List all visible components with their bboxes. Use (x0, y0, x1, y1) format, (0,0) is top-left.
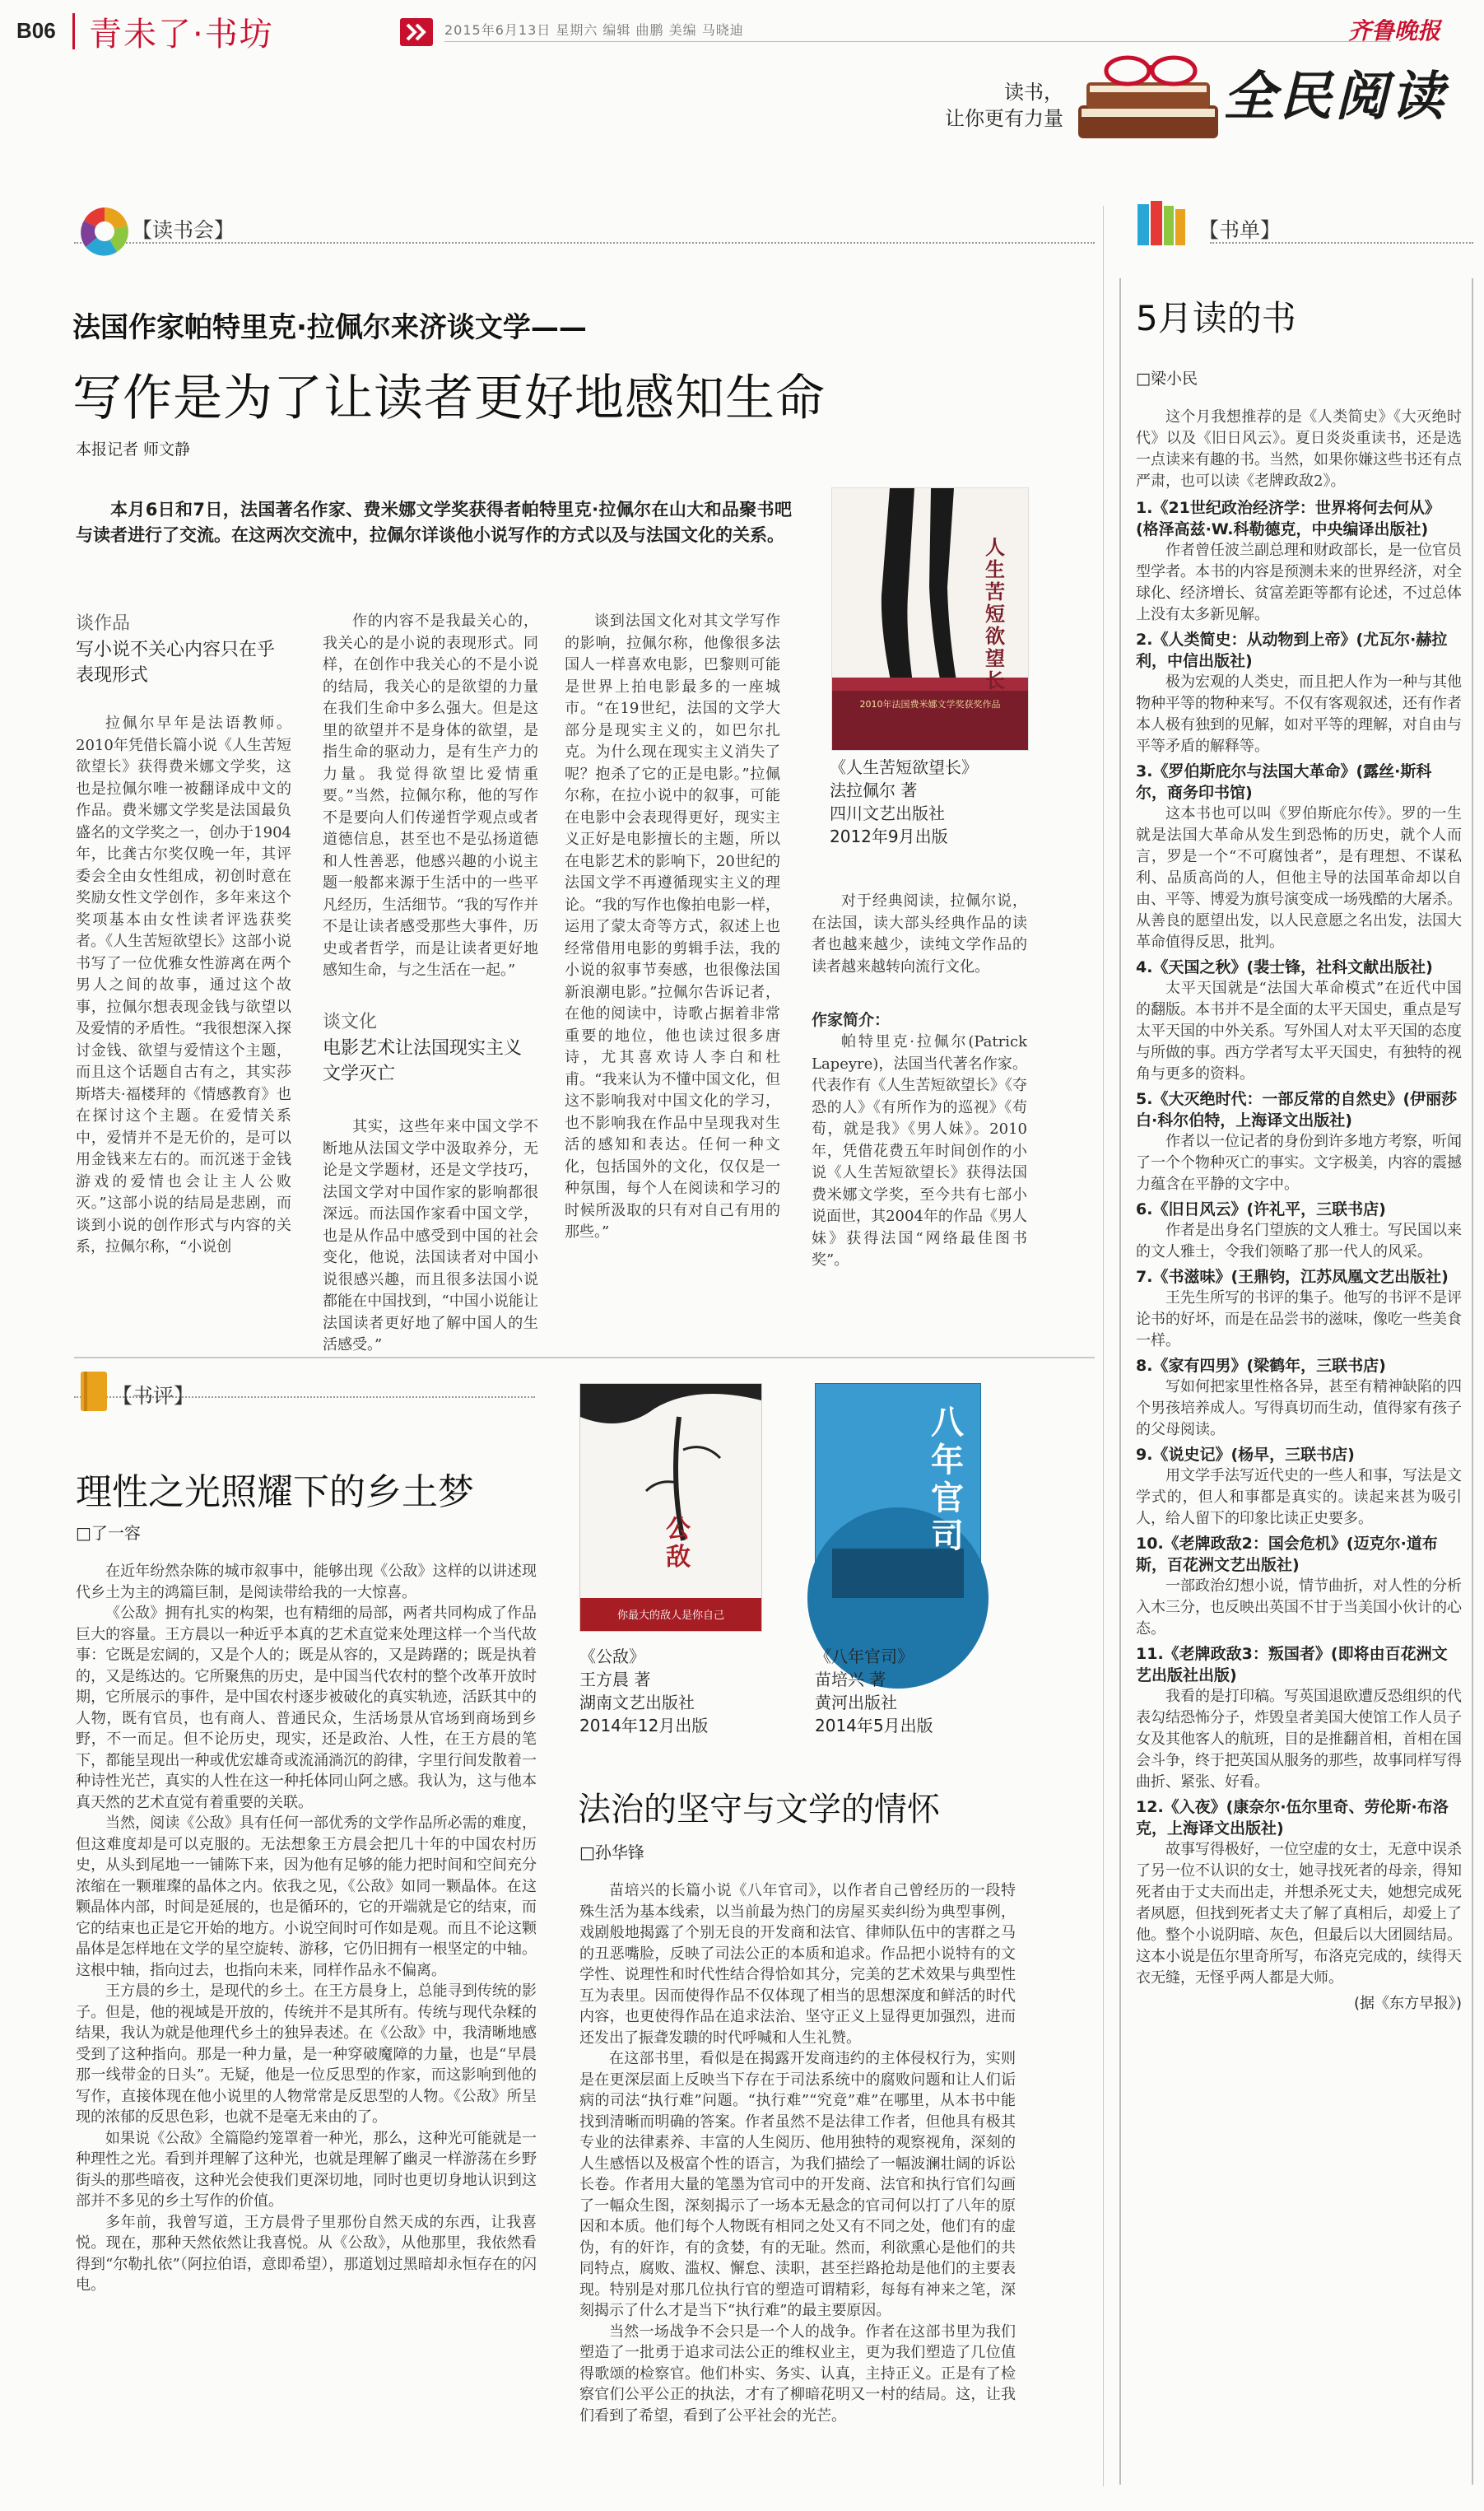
section-title: 青未了·书坊 (89, 16, 274, 54)
booklist-item-desc: 太平天国就是“法国大革命模式”在近代中国的翻版。本书并不是全面的太平天国史，重点是写太平天国的中外关系。写外国人对太平天国的态度与所做的事。西方学者写太平天国史，有独特的视角与更多的资料。 (1136, 980, 1462, 1083)
booklist-item-title: 4.《天国之秋》(裴士锋，社科文献出版社) (1136, 958, 1433, 976)
review1-para: 如果说《公敌》全篇隐约笼罩着一种光，那么，这种光可能就是一种理性之光。看到并理解了这种光，也就是理解了幽灵一样游荡在乡野街头的那些暗夜，这种光会使我们更深切地，同时也更切身地认识到这部并不多见的乡土写作的价值。 (76, 2129, 537, 2210)
feature-col-4 (812, 891, 1027, 978)
gongdi-cover (579, 1383, 762, 1632)
feature-col-1 (76, 713, 291, 1339)
books-glasses-illustration (1070, 48, 1226, 147)
booklist-item-title: 3.《罗伯斯庇尔与法国大革命》(露丝·斯科尔，商务印书馆) (1136, 762, 1432, 802)
banian-caption (815, 1645, 1021, 1737)
right-column-divider (1103, 206, 1104, 2486)
feature-kicker: 法国作家帕特里克·拉佩尔来济谈文学—— (72, 311, 587, 344)
banian-caption-author: 苗培兴 著 (815, 1670, 886, 1689)
booklist-item-desc: 我看的是打印稿。写英国退欧遭反恐组织的代表勾结恐怖分子，炸毁皇者美国大使馆工作人员子女及其他客人的航班，目的是推翻首相，首相在国会斗争，终于把英国从服务的那些，故事同样写得曲折、紧张、好看。 (1136, 1688, 1462, 1791)
booklist-item-title: 7.《书滋味》(王鼎钧，江苏凤凰文艺出版社) (1136, 1268, 1449, 1286)
subhead-1: 写小说不关心内容只在乎表现形式 (76, 640, 276, 686)
feature-col-4-text: 对于经典阅读，拉佩尔说，在法国，读大部头经典作品的读者也越来越少，读纯文学作品的读者越来越转向流行文化。 (812, 892, 1027, 976)
book-caption-date: 2012年9月出版 (830, 827, 948, 846)
gongdi-cover-title: 公敌 (666, 1515, 691, 1572)
gongdi-caption-title: 《公敌》 (579, 1647, 645, 1666)
feature-col-3 (565, 611, 780, 1339)
gongdi-caption-publisher: 湖南文艺出版社 (579, 1693, 695, 1712)
review1-para: 在近年纷然杂陈的城市叙事中，能够出现《公敌》这样的以讲述现代乡土为主的鸿篇巨制，是阅读带给我的一大惊喜。 (76, 1563, 537, 1601)
reading-club-tag: 【读书会】 (132, 218, 235, 242)
author-intro (812, 1009, 1027, 1336)
booklist-item (1136, 761, 1462, 953)
booklist-item-title: 1.《21世纪政治经济学：世界将何去何从》(格泽高兹·W.科勒德克，中央编译出版社) (1136, 499, 1440, 538)
booklist-item (1136, 1088, 1462, 1195)
review1-headline: 理性之光照耀下的乡土梦 (76, 1471, 474, 1513)
book-cover-image (831, 487, 1029, 751)
author-intro-label: 作家简介： (812, 1011, 891, 1029)
right-column-frame-right (1472, 278, 1473, 2485)
banian-caption-publisher: 黄河出版社 (815, 1693, 897, 1712)
books-icon (1134, 198, 1200, 247)
booklist-title: 5月读的书 (1136, 298, 1296, 338)
feature-col-3-text: 谈到法国文化对其文学写作的影响，拉佩尔称，他像很多法国人一样喜欢电影，巴黎则可能是世界上拍电影最多的一座城市。“在19世纪，法国的文学大部分是现实主义的，如巴尔扎克。为什么现在现实主义消失了呢？抱杀了它的正是电影。”拉佩尔称，在拉小说中的叙事，可能在电影中会表现得更好，现实主义正好是电影擅长的主题，所以在电影艺术的影响下，20世纪的法国文学不再遵循现实主义的理论。“我的写作也像拍电影一样，运用了蒙太奇等方式，叙述上也经常借用电影的剪辑手法，我的小说的叙事节奏感，也很像法国新浪潮电影。”拉佩尔告诉记者，在他的阅读中，诗歌占据着非常重要的地位，他也读过很多唐诗，尤其喜欢诗人李白和杜甫。“我来认为不懂中国文化，但这不影响我对中国文化的学习，也不影响我在作品中呈现我对生活的感知和表达。任何一种文化，包括国外的文化，仅仅是一种氛围，每个人在阅读和学习的时候所汲取的只有对自己有用的那些。” (565, 613, 780, 1241)
book-caption-author: 法拉佩尔 著 (830, 780, 918, 800)
booklist-intro (1136, 407, 1462, 492)
review2-para: 当然一场战争不会只是一个人的战争。作者在这部书里为我们塑造了一批勇于追求司法公正的维权业主，更为我们塑造了几位值得歌颂的检察官。他们朴实、务实、认真，主持正义。正是有了检察官们公平公正的执法，才有了柳暗花明又一村的结局。这，让我们看到了希望，看到了公平社会的光芒。 (579, 2322, 1016, 2425)
review1-para: 多年前，我曾写道，王方晨骨子里那份自然天成的东西，让我喜悦。现在，那种天然依然让我喜悦。从《公敌》，从他那里，我依然看得到“尔勒扎依”（阿拉伯语，意即希望），那道划过黑暗却永恒存在的闪电。 (76, 2213, 537, 2294)
booklist-item (1136, 1796, 1462, 1989)
booklist-item-title: 12.《入夜》(康奈尔·伍尔里奇、劳伦斯·布洛克，上海译文出版社) (1136, 1798, 1449, 1838)
feature-headline: 写作是为了让读者更好地感知生命 (72, 370, 826, 427)
author-intro-body (812, 1032, 1027, 1336)
booklist-item-title: 5.《大灭绝时代：一部反常的自然史》(伊丽莎白·科尔伯特，上海译文出版社) (1136, 1090, 1458, 1130)
booklist-item-desc: 一部政治幻想小说，情节曲折，对人性的分析入木三分，也反映出英国不甘于当美国小伙计的心态。 (1136, 1577, 1462, 1638)
booklist-item-title: 8.《家有四男》(梁鹤年，三联书店) (1136, 1357, 1386, 1375)
feature-byline: 本报记者 师文静 (76, 440, 191, 459)
cover-title: 人生苦短欲望长 (985, 535, 1005, 692)
booklist-item-title: 10.《老牌政敌2：国会危机》(迈克尔·道布斯，百花洲文艺出版社) (1136, 1535, 1438, 1574)
gongdi-caption (579, 1645, 785, 1737)
booklist-item-title: 11.《老牌政敌3：叛国者》(即将由百花洲文艺出版社出版) (1136, 1645, 1448, 1684)
booklist-item-desc: 这本书也可以叫《罗伯斯庇尔传》。罗的一生就是法国大革命从发生到恐怖的历史，就个人而言，罗是一个“不可腐蚀者”，是有理想、不谋私利、品质高尚的人，但他主导的法国革命却以自由、平等、博爱为旗号演变成一场残酷的大屠杀。从善良的愿望出发，以人民意愿之名出发，法国大革命值得反思，批判。 (1136, 805, 1462, 951)
camera-aperture-icon (76, 203, 133, 260)
banian-caption-date: 2014年5月出版 (815, 1716, 933, 1735)
slogan-line-1: 读书， (1004, 81, 1063, 104)
feature-col-2b (323, 1116, 538, 1353)
review1-body (76, 1561, 537, 2475)
book-caption-title: 《人生苦短欲望长》 (830, 757, 978, 777)
paper-logo: 齐鲁晚报 (1348, 17, 1441, 44)
booklist-item (1136, 1643, 1462, 1793)
booklist-items (1136, 497, 1462, 1989)
review1-para: 《公敌》拥有扎实的构架，也有精细的局部，两者共同构成了作品巨大的容量。王方晨以一种近乎本真的艺术直觉来处理这样一个当代故事：它既是宏阔的，又是个人的；既是从容的，又是踌躇的；既是执着的，又是练达的。它所聚焦的历史，是中国当代农村的整个改革开放时期，它所展示的事件，是中国农村逐步被破化的真实轨迹，活跃其中的人物，既有官员，也有商人、普通民众，生活场景从官场到商场到乡野，不一而足。但不论历史，现实，还是政治、人性，在王方晨的笔下，都能呈现出一种或优宏雄奇或流涌淌沉的韵律，字里行间发散着一种诗性光芒，真实的人性在这一种托体同山阿之感。我认为，这与他本真天然的艺术直觉有着重要的关联。 (76, 1605, 537, 1811)
subhead-2: 电影艺术让法国现实主义文学灭亡 (323, 1038, 523, 1084)
gongdi-cover-tag: 你最大的敌人是你自己 (616, 1610, 724, 1622)
review2-author: □孙华锋 (579, 1842, 644, 1862)
booklist-source: (据《东方早报》) (1353, 1995, 1462, 2012)
review2-para: 苗培兴的长篇小说《八年官司》，以作者自己曾经历的一段特殊生活为基本线索，以当前最为热门的房屋买卖纠纷为典型事例，戏剧般地揭露了个别无良的开发商和法官、律师队伍中的害群之马的丑恶嘴脸，反映了司法公正的本质和追求。作品把小说特有的文学性、说理性和时代性结合得恰如其分，完美的艺术效果与典型性互为表里。因而使得作品不仅体现了相当的思想深度和鲜活的时代内容，也更使得作品在追求法治、坚守正义上显得更加强烈，进而还发出了振聋发聩的时代呼喊和人生礼赞。 (579, 1882, 1016, 2047)
book-icon (79, 1370, 109, 1413)
booklist-item (1136, 1355, 1462, 1441)
review2-para: 在这部书里，看似是在揭露开发商违约的主体侵权行为，实则是在更深层面上反映当下存在于司法系统中的腐败问题和让人们诟病的司法“执行难”问题。“执行难”“究竟”难”在哪里，从本书中能找到清晰而明确的答案。作者虽然不是法律工作者，但他具有极其专业的法律素养、丰富的人生阅历、他用独特的观察视角，深刻的人生感悟以及极富个性的语言，为我们描绘了一幅波澜壮阔的诉讼长卷。作者用大量的笔墨为官司中的开发商、法官和执行官们勾画了一幅众生图，深刻揭示了一场本无悬念的官司何以打了八年的原因和本质。他们每个人物既有相同之处又有不同之处，他们有的虚伪，有的奸诈，有的贪婪，有的无耻。然而，利欲熏心是他们的共同特点，腐败、滥权、懈怠、渎职，甚至拦路抢劫是他们的主要表现。特别是对那几位执行官的塑造可谓精彩，每每有神来之笔，深刻揭示了什么才是当下“执行难”的最主要原因。 (579, 2050, 1016, 2319)
subhead-2-label: 谈文化 (323, 1012, 378, 1032)
booklist-item-desc: 作者曾任波兰副总理和财政部长，是一位官员型学者。本书的内容是预测未来的世界经济，对全球化、经济增长、贫富差距等都有论述，不过总体上没有太多新见解。 (1136, 542, 1462, 623)
subhead-1-label: 谈作品 (76, 613, 131, 634)
author-intro-text: 帕特里克·拉佩尔(Patrick Lapeyre)，法国当代著名作家。代表作有《人生苦短欲望长》《夺恐的人》《有所作为的巡视》《苟荀，就是我》《男人妹》。2010年，凭借花费五年时间创作的小说《人生苦短欲望长》获得法国费米娜文学奖，至今共有七部小说面世，其2004年的作品《男人妹》获得法国“网络最佳图书奖”。 (812, 1033, 1027, 1269)
booklist-item-desc: 用文学手法写近代史的一些人和事，写法是文学式的，但人和事都是真实的。读起来甚为吸引人，给人留下的印象比读正史要多。 (1136, 1467, 1462, 1527)
feature-col-2 (323, 611, 538, 998)
issue-meta: 2015年6月13日 星期六 编辑 曲鹏 美编 马晓迪 (444, 22, 744, 38)
booklist-author: □梁小民 (1136, 370, 1198, 388)
banian-cover (815, 1383, 981, 1607)
booklist-item-title: 6.《旧日风云》(许礼平，三联书店) (1136, 1200, 1386, 1218)
book-caption (830, 756, 1035, 848)
book-caption-publisher: 四川文艺出版社 (830, 804, 945, 823)
booklist-item (1136, 957, 1462, 1085)
review1-author: □了一容 (76, 1523, 141, 1543)
booklist-item-title: 9.《说史记》(杨早，三联书店) (1136, 1446, 1355, 1464)
page-number: B06 (16, 18, 56, 43)
booklist-item-desc: 写如何把家里性格各异，甚至有精神缺陷的四个男孩培养成人。写得真切而生动，值得家有孩子的父母阅读。 (1136, 1378, 1462, 1438)
booklist-item-desc: 作者是出身名门望族的文人雅士。写民国以来的文人雅士，令我们领略了那一代人的风采。 (1136, 1222, 1462, 1260)
booklist-item (1136, 629, 1462, 757)
slogan (945, 79, 1063, 132)
booklist-item-title: 2.《人类简史：从动物到上帝》(尤瓦尔·赫拉利，中信出版社) (1136, 631, 1448, 670)
feature-col-2b-text: 其实，这些年来中国文学不断地从法国文学中汲取养分，无论是文学题材，还是文学技巧，法国文学对中国作家的影响都很深远。而法国作家看中国文学，也是从作品中感受到中国的社会变化，他说，法国读者对中国小说很感兴趣，而且很多法国小说都能在中国找到，“中国小说能让法国读者更好地了解中国人的生活感受。” (323, 1118, 538, 1353)
slogan-line-2: 让你更有力量 (945, 107, 1063, 130)
booklist-tag: 【书单】 (1198, 218, 1282, 242)
feature-lead: 本月6日和7日，法国著名作家、费米娜文学奖获得者帕特里克·拉佩尔在山大和品聚书吧与读者进行了交流。在这两次交流中，拉佩尔详谈他小说写作的方式以及与法国文化的关系。 (76, 500, 792, 545)
booklist-intro-text: 这个月我想推荐的是《人类简史》《大灭绝时代》以及《旧日风云》。夏日炎炎重读书，还是选一点读来有趣的书。当然，如果你嫌这些书还有点严肃，也可以读《老牌政敌2》。 (1136, 408, 1462, 490)
gongdi-caption-author: 王方晨 著 (579, 1670, 651, 1689)
book-review-tag: 【书评】 (112, 1384, 195, 1408)
review2-headline: 法治的坚守与文学的情怀 (578, 1791, 940, 1829)
arrow-chevron-icon (400, 18, 433, 46)
booklist-item-desc: 极为宏观的人类史，而且把人作为一种与其他物种平等的物种来写。不仅有客观叙述，还有作者本人极有独到的见解，如对平等的理解，对自由与平等矛盾的解释等。 (1136, 673, 1462, 755)
booklist-item-desc: 作者以一位记者的身份到许多地方考察，听闻了一个个物种灭亡的事实。文字极美，内容的震撼力蕴含在平静的文字中。 (1136, 1133, 1462, 1193)
booklist-body (1136, 407, 1462, 2465)
booklist-item (1136, 1444, 1462, 1530)
feature-col-1-text: 拉佩尔早年是法语教师。2010年凭借长篇小说《人生苦短欲望长》获得费米娜文学奖，这也是拉佩尔唯一被翻译成中文的作品。费米娜文学奖是法国最负盛名的文学奖之一，创办于1904年，比龚古尔奖仅晚一年，其评委会全由女性组成，初创时意在奖励女性文学创作，多年来这个奖项基本由女性读者评选获奖者。《人生苦短欲望长》这部小说书写了一位优雅女性游离在两个男人之间的故事，通过这个故事，拉佩尔想表现金钱与欲望以及爱情的矛盾性。“我很想深入探讨金钱、欲望与爱情这个主题，而且这个话题自古有之，其实莎斯塔夫·福楼拜的《情感教育》也在探讨这个主题。在爱情关系中，爱情并不是无价的，是可以用金钱来左右的。而沉迷于金钱游戏的爱情也会让主人公败灭。”这部小说的结局是悲剧，而谈到小说的创作形式与内容的关系，拉佩尔称，“小说创 (76, 715, 291, 1256)
booklist-item-desc: 故事写得极好，一位空虚的女士，无意中误杀了另一位不认识的女士，她寻找死者的母亲，得知死者由于丈夫而出走，并想杀死丈夫，她想完成死者夙愿，但找到死者丈夫了解了真相后，却爱上了他。整个小说阴暗、灰色，但最后以大团圆结局。这本小说是伍尔里奇所写，布洛克完成的，续得天衣无缝，无怪乎两人都是大师。 (1136, 1841, 1462, 1987)
brand-title: 全民阅读 (1223, 66, 1447, 128)
banian-cover-title: 八年官司 (931, 1403, 964, 1555)
feature-col-2-text: 作的内容不是我最关心的，我关心的是小说的表现形式。同样，在创作中我关心的不是小说的结局，我关心的是欲望的力量在我们生命中多么强大。但是这里的欲望并不是身体的欲望，是指生命的驱动力，是有生产力的力量。我觉得欲望比爱情重要。”当然，拉佩尔称，他的写作不是要向人们传递哲学观点或者道德信息，甚至也不是弘扬道德和人性善恶，他感兴趣的小说主题一般都来源于生活中的一些平凡经历，生活细节。“我的写作并不是让读者感受那些大事件，历史或者哲学，而是让读者更好地感知生命，与之生活在一起。” (323, 613, 538, 979)
booklist-item (1136, 497, 1462, 626)
gongdi-caption-date: 2014年12月出版 (579, 1716, 709, 1735)
booklist-item-desc: 王先生所写的书评的集子。他写的书评不是评论书的好坏，而是在品尝书的滋味，像吃一些美食一样。 (1136, 1289, 1462, 1349)
booklist-item (1136, 1199, 1462, 1263)
review1-para: 当然，阅读《公敌》具有任何一部优秀的文学作品所必需的难度，但这难度却是可以克服的。无法想象王方晨会把几十年的中国农村历史，从头到尾地一一铺陈下来，因为他有足够的能力把时间和空间充分浓缩在一颗璀璨的晶体之内。依我之见，《公敌》如同一颗晶体。在这颗晶体内部，时间是延展的，也是循环的，它的开端就是它的结束，而它的结束也正是它开始的地方。小说空间时可作如是观。而且不论这颗晶体是怎样地在文学的星空旋转、游移，它仍旧拥有一根坚定的中轴。这根中轴，指向过去，也指向未来，同样作品永不偏离。 (76, 1815, 537, 1979)
review2-body (579, 1880, 1016, 2475)
page-number-divider (72, 13, 75, 49)
booklist-item (1136, 1266, 1462, 1352)
banian-caption-title: 《八年官司》 (815, 1647, 914, 1666)
booklist-item (1136, 1533, 1462, 1640)
feature-bottom-rule (74, 1357, 1095, 1358)
right-column-frame (1119, 278, 1121, 2485)
cover-tagline: 2010年法国费米娜文学奖获奖作品 (859, 699, 1001, 710)
review1-para: 王方晨的乡土，是现代的乡土。在王方晨身上，总能寻到传统的影子。但是，他的视域是开放的，传统并不是其所有。传统与现代杂糅的结果，我认为就是他理代乡土的独异表述。在《公敌》中，我清晰地感受到了这种指向。那是一种力量，是一种穿破魔障的力量，也是“早晨那一线带金的日头”。无疑，他是一位反思型的作家，而这影响到他的写作，直接体现在他小说里的人物常常是反思型的人物。《公敌》所呈现的浓郁的反思色彩，也就不是毫无来由的了。 (76, 1982, 537, 2126)
header-rule (444, 41, 1391, 42)
